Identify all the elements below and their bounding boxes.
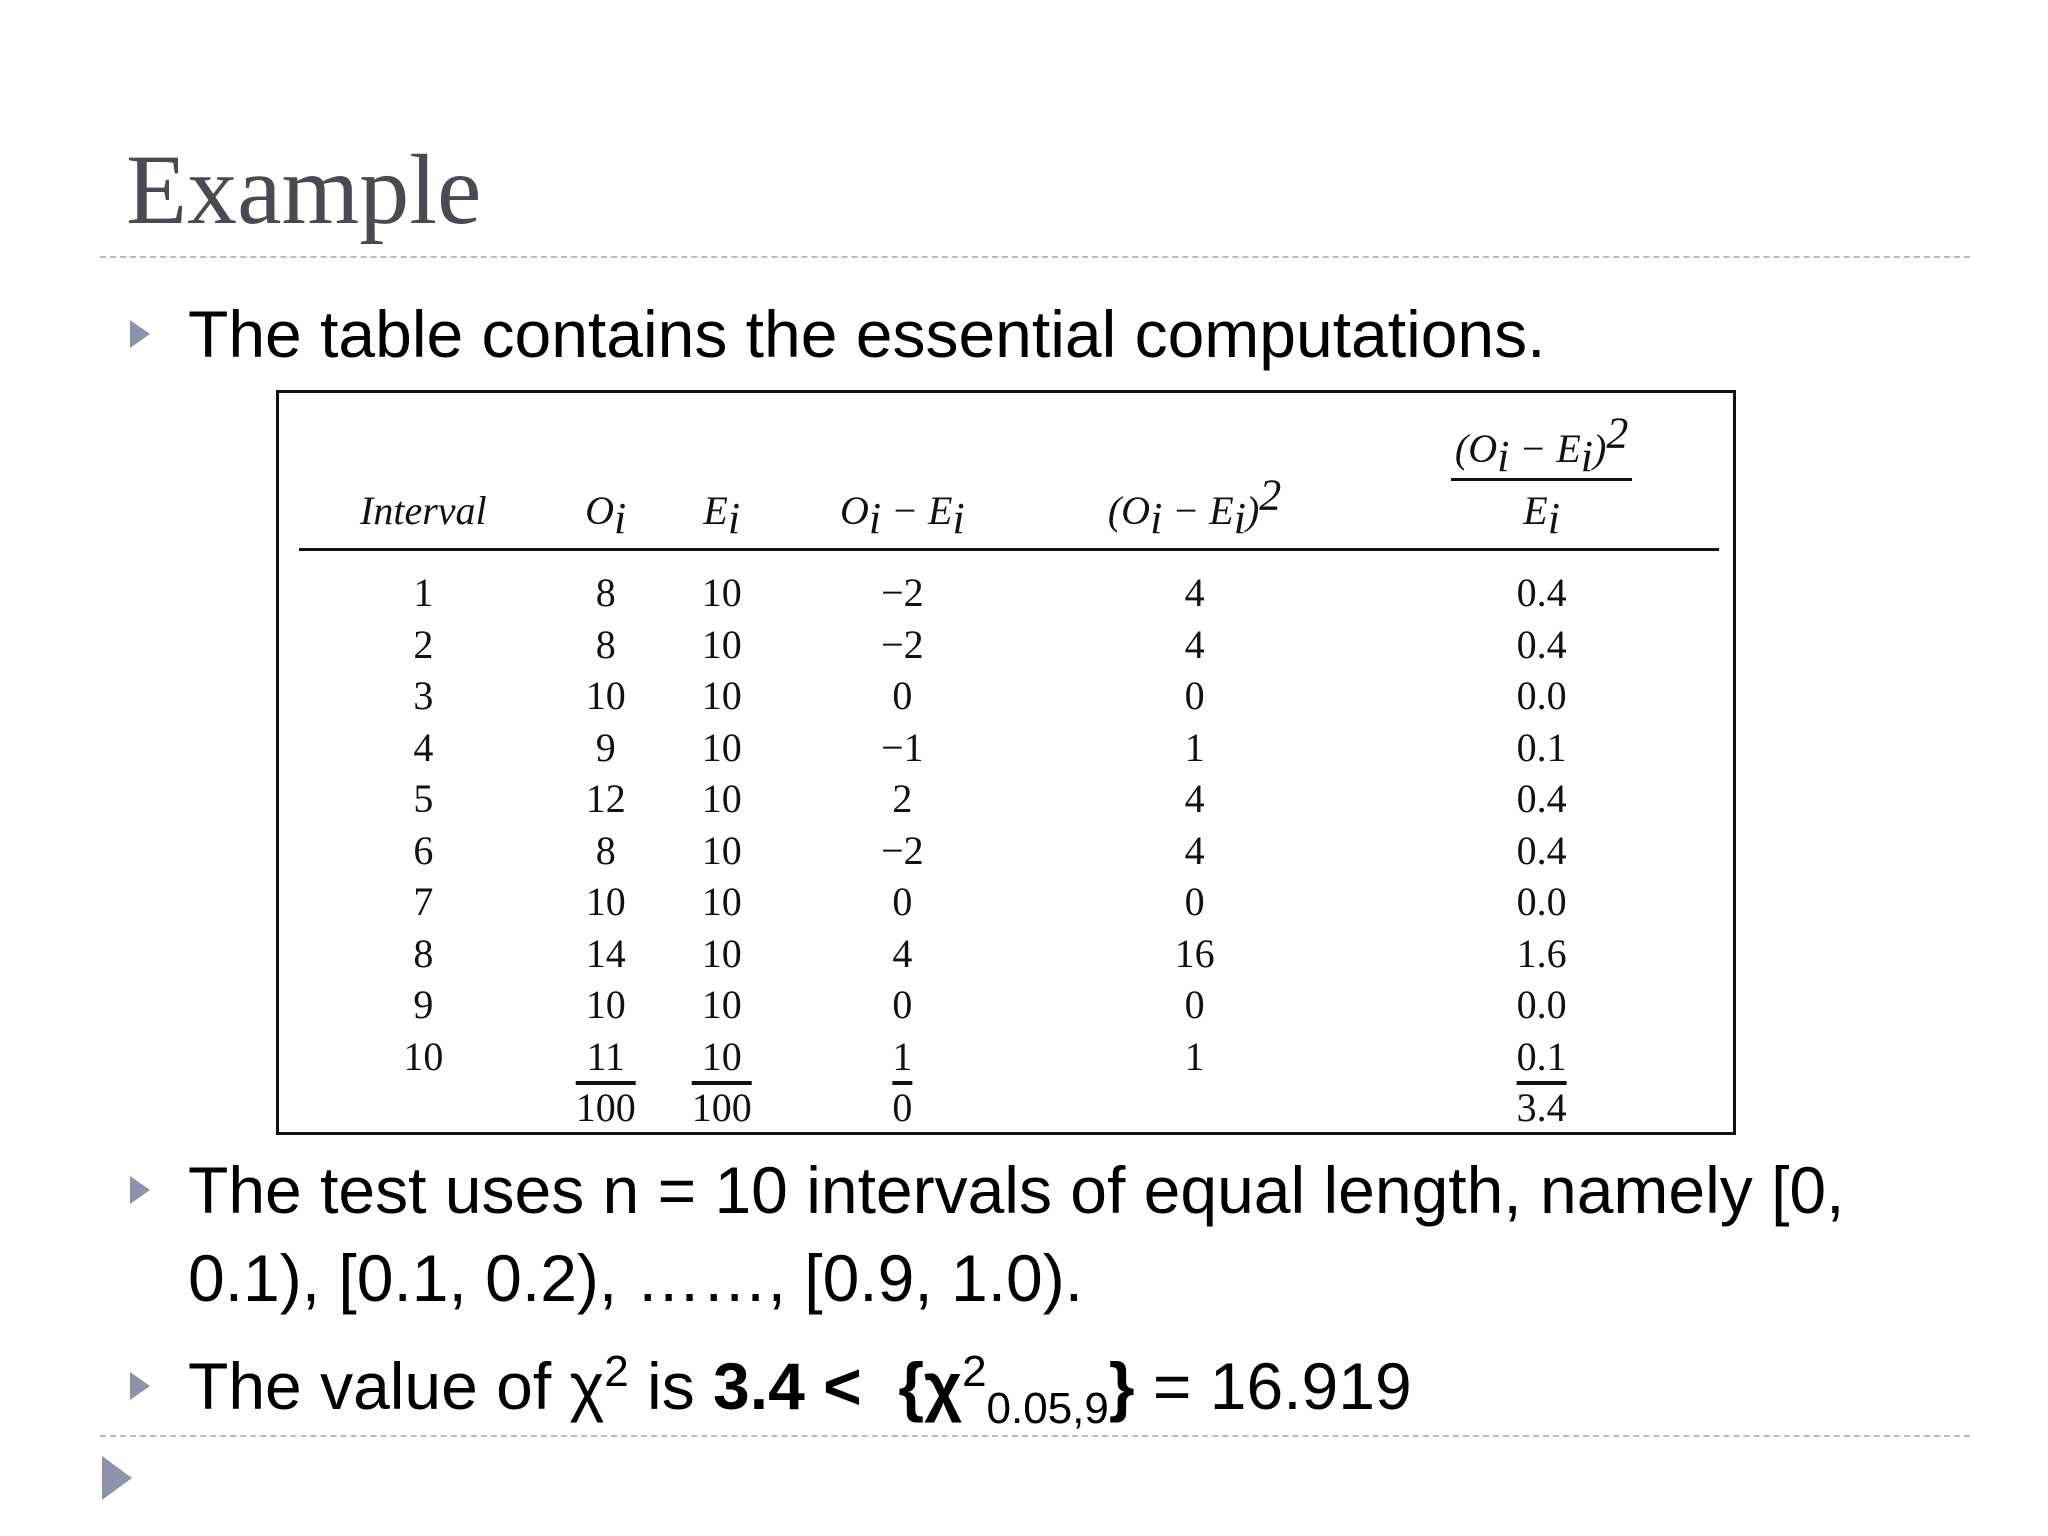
bullet-arrow-icon	[130, 1176, 150, 1204]
cell: 8	[413, 930, 434, 976]
cell: −2	[881, 570, 924, 616]
table-row	[299, 773, 1719, 825]
cell: 0	[892, 879, 913, 925]
cell: 0.4	[1516, 621, 1567, 667]
table-header-row	[299, 393, 1719, 550]
cell: 2	[892, 776, 913, 822]
slide-nav-arrow-icon	[102, 1456, 132, 1500]
cell: 10	[701, 1033, 742, 1079]
header-squared-difference: $(O_i - E_i)^2$	[1025, 393, 1364, 550]
cell: 10	[701, 827, 742, 873]
cell: 9	[413, 982, 434, 1028]
cell: 10	[701, 621, 742, 667]
cell: 10	[701, 879, 742, 925]
cell: 4	[1184, 570, 1205, 616]
table-row	[299, 722, 1719, 774]
cell: 8	[595, 621, 616, 667]
table-row	[299, 979, 1719, 1031]
cell: 10	[403, 1033, 444, 1079]
cell: 1	[1184, 1033, 1205, 1079]
table-row	[299, 550, 1719, 619]
cell: 2	[413, 621, 434, 667]
cell: 0.4	[1516, 570, 1567, 616]
cell: 12	[585, 776, 626, 822]
slide-title: Example	[126, 134, 482, 245]
bullet-text: The table contains the essential computations.	[188, 297, 1546, 371]
header-difference: $O_i - E_i$	[780, 393, 1025, 550]
total-observed: 100	[575, 1085, 636, 1131]
header-expected: $E_i$	[664, 393, 780, 550]
cell: 10	[585, 673, 626, 719]
cell: 0	[1184, 982, 1205, 1028]
cell: 7	[413, 879, 434, 925]
cell: 0.0	[1516, 673, 1567, 719]
total-expected: 100	[691, 1085, 752, 1131]
cell: 1	[413, 570, 434, 616]
total-chi-square: 3.4	[1516, 1085, 1567, 1131]
cell: 4	[1184, 776, 1205, 822]
header-ratio: $\frac{(O_i - E_i)^2}{E_i}$	[1364, 393, 1719, 550]
cell: 4	[1184, 827, 1205, 873]
table-row	[299, 928, 1719, 980]
total-difference: 0	[892, 1085, 913, 1131]
cell: 10	[701, 982, 742, 1028]
cell: 1	[1184, 724, 1205, 770]
footer-divider	[100, 1435, 1970, 1437]
cell: 10	[701, 724, 742, 770]
cell	[299, 1082, 548, 1134]
cell: 10	[585, 982, 626, 1028]
cell: 10	[701, 930, 742, 976]
chi-square-table	[299, 393, 1719, 1134]
cell: −2	[881, 621, 924, 667]
bullet-text: The value of $\chi^2$ is $3.4 < \{\chi^2_{0.05,9}\} = 16.919$	[188, 1347, 1412, 1434]
cell: 0	[892, 673, 913, 719]
bullet-text: The test uses n = 10 intervals of equal length, namely [0, 0.1), [0.1, 0.2), ……, [0.9, 1.0).	[188, 1153, 1845, 1315]
table-row	[299, 876, 1719, 928]
bullet-table-intro	[130, 290, 1910, 378]
cell: 0.0	[1516, 879, 1567, 925]
cell	[1025, 1082, 1364, 1134]
cell: 0	[1184, 673, 1205, 719]
cell: 11	[586, 1033, 625, 1079]
cell: 0.1	[1516, 1033, 1567, 1079]
cell: 3	[413, 673, 434, 719]
bullet-intervals	[130, 1146, 1910, 1322]
cell: 9	[595, 724, 616, 770]
cell: 1.6	[1516, 930, 1567, 976]
cell: 0.4	[1516, 776, 1567, 822]
cell: 4	[413, 724, 434, 770]
cell: 6	[413, 827, 434, 873]
table-row	[299, 619, 1719, 671]
cell: 4	[892, 930, 913, 976]
cell: 5	[413, 776, 434, 822]
cell: 8	[595, 827, 616, 873]
title-divider	[100, 256, 1970, 258]
cell: 10	[701, 776, 742, 822]
cell: 14	[585, 930, 626, 976]
bullet-arrow-icon	[130, 1372, 150, 1400]
chi-square-table-image	[276, 390, 1736, 1135]
cell: 10	[701, 570, 742, 616]
bullet-chi-square-value	[130, 1342, 1910, 1434]
cell: 4	[1184, 621, 1205, 667]
cell: 1	[892, 1033, 913, 1079]
cell: 16	[1174, 930, 1215, 976]
cell: 10	[701, 673, 742, 719]
cell: −2	[881, 827, 924, 873]
cell: 0.1	[1516, 724, 1567, 770]
cell: 0.0	[1516, 982, 1567, 1028]
table-row	[299, 1031, 1719, 1083]
header-interval: Interval	[299, 393, 548, 550]
bullet-arrow-icon	[130, 320, 150, 348]
cell: 0	[1184, 879, 1205, 925]
cell: 0	[892, 982, 913, 1028]
cell: 8	[595, 570, 616, 616]
table-totals-row	[299, 1082, 1719, 1134]
table-row	[299, 825, 1719, 877]
cell: 10	[585, 879, 626, 925]
cell: 0.4	[1516, 827, 1567, 873]
table-row	[299, 670, 1719, 722]
cell: −1	[881, 724, 924, 770]
header-observed: $O_i$	[548, 393, 664, 550]
